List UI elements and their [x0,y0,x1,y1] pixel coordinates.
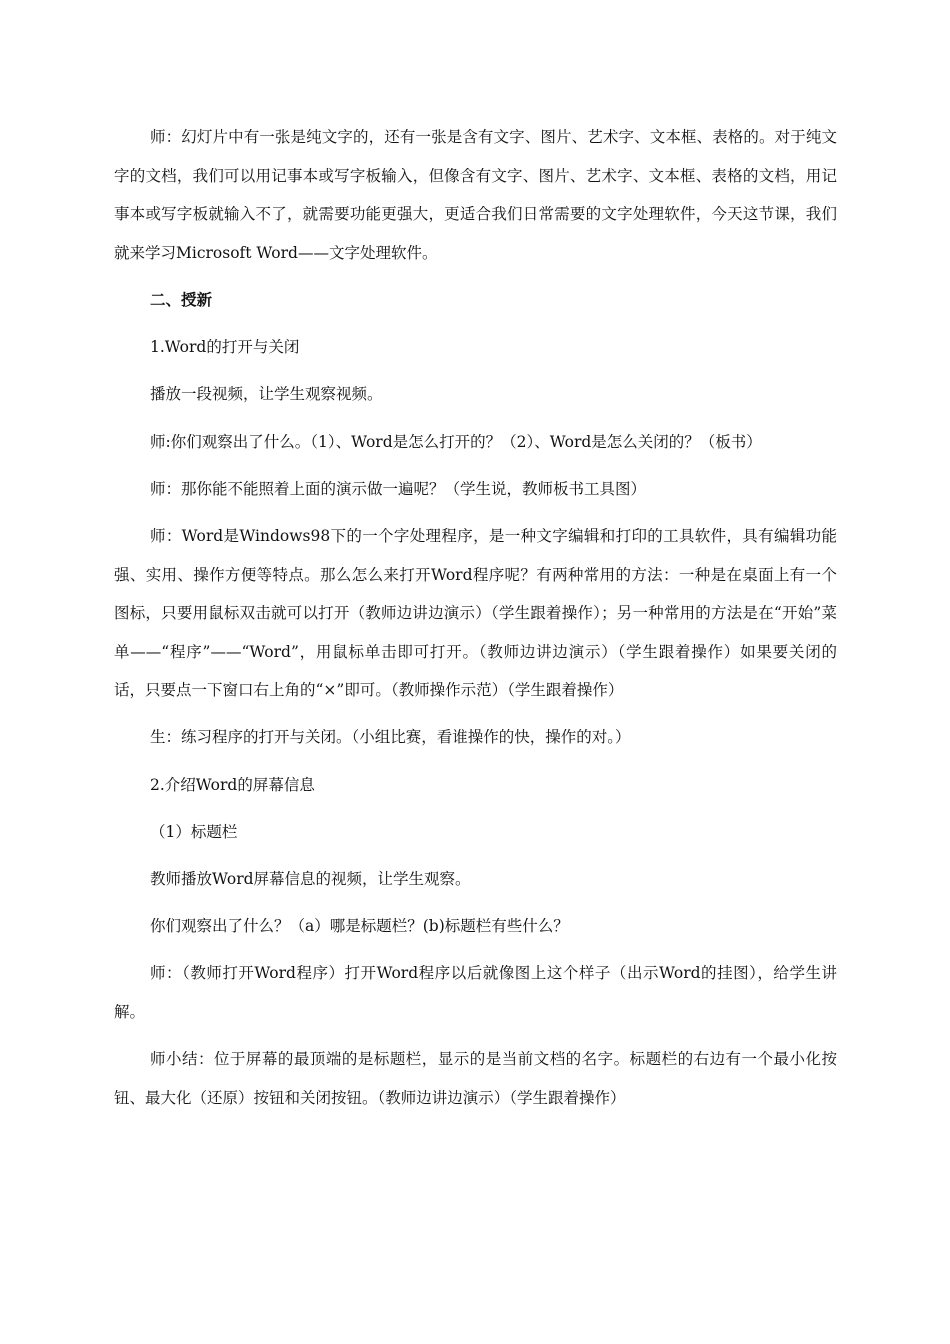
paragraph-questions: 师:你们观察出了什么。（1）、Word是怎么打开的？（2）、Word是怎么关闭的？（板书） [150,432,762,451]
section-heading-new-lesson: 二、授新 [150,289,213,309]
paragraph-demo-request: 师：那你能不能照着上面的演示做一遍呢？（学生说，教师板书工具图） [150,479,647,498]
subheading-title-bar: （1）标题栏 [150,822,238,841]
subheading-open-close: 1.Word的打开与关闭 [150,338,300,357]
subheading-screen-info: 2.介绍Word的屏幕信息 [150,775,315,794]
paragraph-student-practice: 生：练习程序的打开与关闭。（小组比赛，看谁操作的快，操作的对。） [150,728,631,747]
paragraph-title-bar-questions: 你们观察出了什么？（a）哪是标题栏？(b)标题栏有些什么？ [150,917,569,936]
paragraph-intro: 师：幻灯片中有一张是纯文字的，还有一张是含有文字、图片、艺术字、文本框、表格的。对于纯文字的文档，我们可以用记事本或写字板输入，但像含有文字、图片、艺术字、文本框、表格的文档，用记事本或写字板就输入不了，就需要功能更强大，更适合我们日常需要的文字处理软件，今天这节课，我们就来学习Microsoft Word——文字处理软件。 [114,128,837,262]
paragraph-screen-video: 教师播放Word屏幕信息的视频，让学生观察。 [150,870,471,889]
paragraph-word-explanation: 师：Word是Windows98下的一个字处理程序，是一种文字编辑和打印的工具软件，具有编辑功能强、实用、操作方便等特点。那么怎么来打开Word程序呢？有两种常用的方法：一种是在桌面上有一个图标，只要用鼠标双击就可以打开（教师边讲边演示）（学生跟着操作）；另一种常用的方法是在“开始”菜单——“程序”——“Word”，用鼠标单击即可打开。（教师边讲边演示）（学生跟着操作）如果要关闭的话，只要点一下窗口右上角的“×”即可。（教师操作示范）（学生跟着操作） [114,526,837,700]
paragraph-summary: 师小结：位于屏幕的最顶端的是标题栏，显示的是当前文档的名字。标题栏的右边有一个最小化按钮、最大化（还原）按钮和关闭按钮。（教师边讲边演示）（学生跟着操作） [114,1050,837,1107]
paragraph-play-video: 播放一段视频，让学生观察视频。 [150,385,383,404]
paragraph-open-word-program: 师：（教师打开Word程序）打开Word程序以后就像图上这个样子（出示Word的挂图），给学生讲解。 [114,964,837,1021]
document-body [114,118,837,1117]
